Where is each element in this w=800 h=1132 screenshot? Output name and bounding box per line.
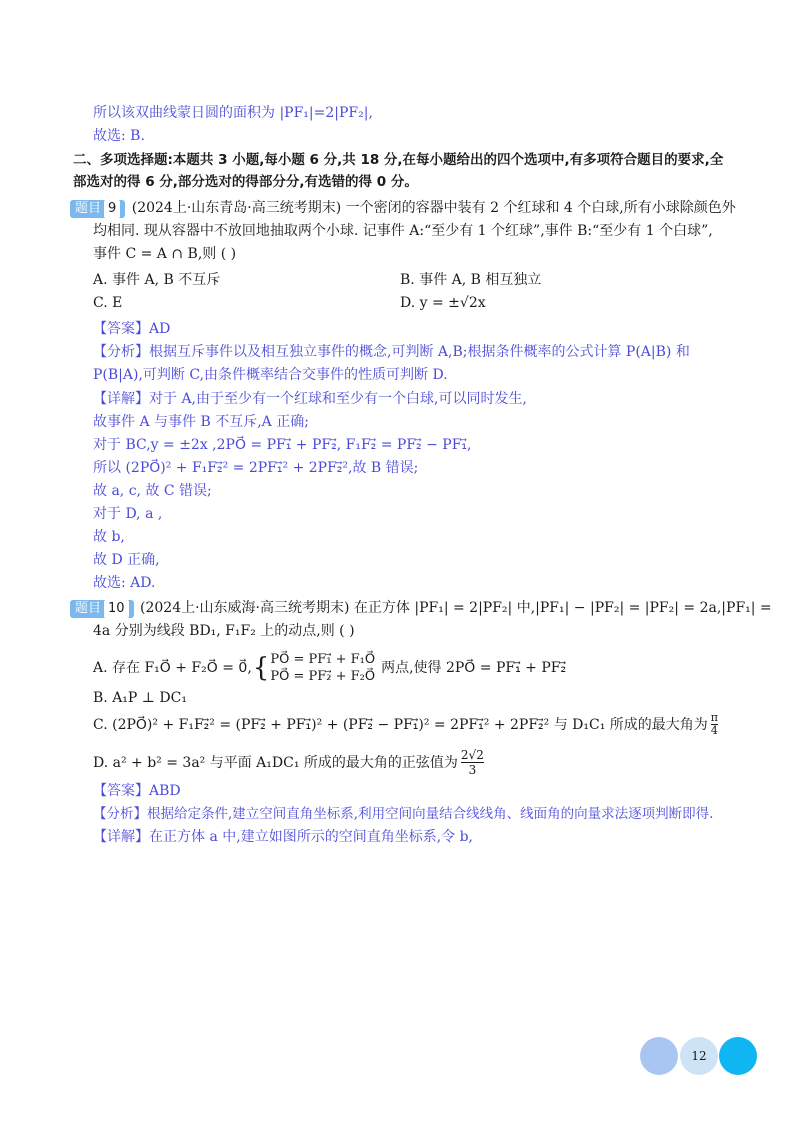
detail: 对于 BC,y = ±2x ,2PO⃗ = PF₁⃗ + PF₂⃗, F₁F₂⃗ = PF₂⃗ − PF₁⃗, (93, 437, 472, 453)
option-c: C. E (93, 295, 123, 311)
question-tag: 题目 9 (70, 200, 125, 218)
question-stem: 事件 C = A ∩ B,则 ( ) (93, 246, 237, 262)
option-a: A. 存在 F₁O⃗ + F₂O⃗ = 0⃗, { PO⃗ = PF₁⃗ + F₁O⃗ PO⃗ = PF₂⃗ + F₂O⃗ 两点,使得 2PO⃗ = PF₁⃗ + PF₂⃗ (93, 652, 567, 684)
fraction: $\frac{\pi}{4}$ (710, 711, 719, 737)
question-stem: 4a 分别为线段 BD₁, F₁F₂ 上的动点,则 ( ) (93, 623, 355, 639)
detail: 故 D 正确, (93, 552, 160, 568)
detail: 【详解】在正方体 a 中,建立如图所示的空间直角坐标系,令 b, (93, 829, 474, 845)
answer: 【答案】ABD (93, 783, 181, 799)
detail: 故 b, (93, 529, 125, 545)
detail: 故选: AD. (93, 575, 156, 591)
question-tag: 题目 10 (70, 600, 134, 618)
detail: 故 a, c, 故 C 错误; (93, 483, 212, 499)
circle-decoration (640, 1037, 678, 1075)
equation-system: PO⃗ = PF₁⃗ + F₁O⃗ PO⃗ = PF₂⃗ + F₂O⃗ (270, 652, 376, 684)
solution-line: 所以该双曲线蒙日圆的面积为 |PF₁|=2|PF₂|, (93, 105, 373, 121)
detail: 对于 D, a , (93, 506, 163, 522)
detail: 所以 (2PO⃗)² + F₁F₂⃗² = 2PF₁⃗² + 2PF₂⃗²,故 B 错误; (93, 460, 419, 476)
section-heading: 二、多项选择题:本题共 3 小题,每小题 6 分,共 18 分,在每小题给出的四个选项中,有多项符合题目的要求,全 (73, 152, 724, 168)
option-d: D. a² + b² = 3a² 与平面 A₁DC₁ 所成的最大角的正弦值为 $\frac{2√2}{3}$ (93, 748, 484, 777)
fraction: $\frac{2√2}{3}$ (460, 748, 484, 777)
detail: 故事件 A 与事件 B 不互斥,A 正确; (93, 414, 309, 430)
option-b: B. 事件 A, B 相互独立 (400, 272, 542, 288)
analysis: 【分析】根据给定条件,建立空间直角坐标系,利用空间向量结合线线角、线面角的向量求法逐项判断即得. (93, 806, 714, 822)
solution-line: 故选: B. (93, 128, 145, 144)
option-b: B. A₁P ⊥ DC₁ (93, 690, 187, 706)
page-number-badge (640, 1036, 758, 1076)
option-c: C. (2PO⃗)² + F₁F₂⃗² = (PF₂⃗ + PF₁⃗)² + (PF₂⃗ − PF₁⃗)² = 2PF₁⃗² + 2PF₂⃗² 与 D₁C₁ 所成的最大角为 $\frac{\pi}{4}$ (93, 711, 719, 737)
option-a: A. 事件 A, B 不互斥 (93, 272, 221, 288)
question-stem: 题目 9 (2024上·山东青岛·高三统考期末) 一个密闭的容器中装有 2 个红球和 4 个白球,所有小球除颜色外 (70, 198, 736, 218)
question-stem: 均相同. 现从容器中不放回地抽取两个小球. 记事件 A:“至少有 1 个红球”,事件 B:“至少有 1 个白球”, (93, 223, 713, 239)
section-heading: 部选对的得 6 分,部分选对的得部分分,有选错的得 0 分。 (73, 174, 418, 190)
analysis: P(B|A),可判断 C,由条件概率结合交事件的性质可判断 D. (93, 367, 448, 383)
brace: { (252, 653, 270, 683)
circle-decoration (719, 1037, 757, 1075)
page-number: 12 (680, 1037, 718, 1075)
answer: 【答案】AD (93, 321, 171, 337)
analysis: 【分析】根据互斥事件以及相互独立事件的概念,可判断 A,B;根据条件概率的公式计算 P(A|B) 和 (93, 344, 690, 360)
question-stem: 题目 10 (2024上·山东威海·高三统考期末) 在正方体 |PF₁| = 2|PF₂| 中,|PF₁| − |PF₂| = |PF₂| = 2a,|PF₁| = (70, 598, 772, 618)
option-d: D. y = ±√2x (400, 295, 486, 311)
detail: 【详解】对于 A,由于至少有一个红球和至少有一个白球,可以同时发生, (93, 391, 527, 407)
